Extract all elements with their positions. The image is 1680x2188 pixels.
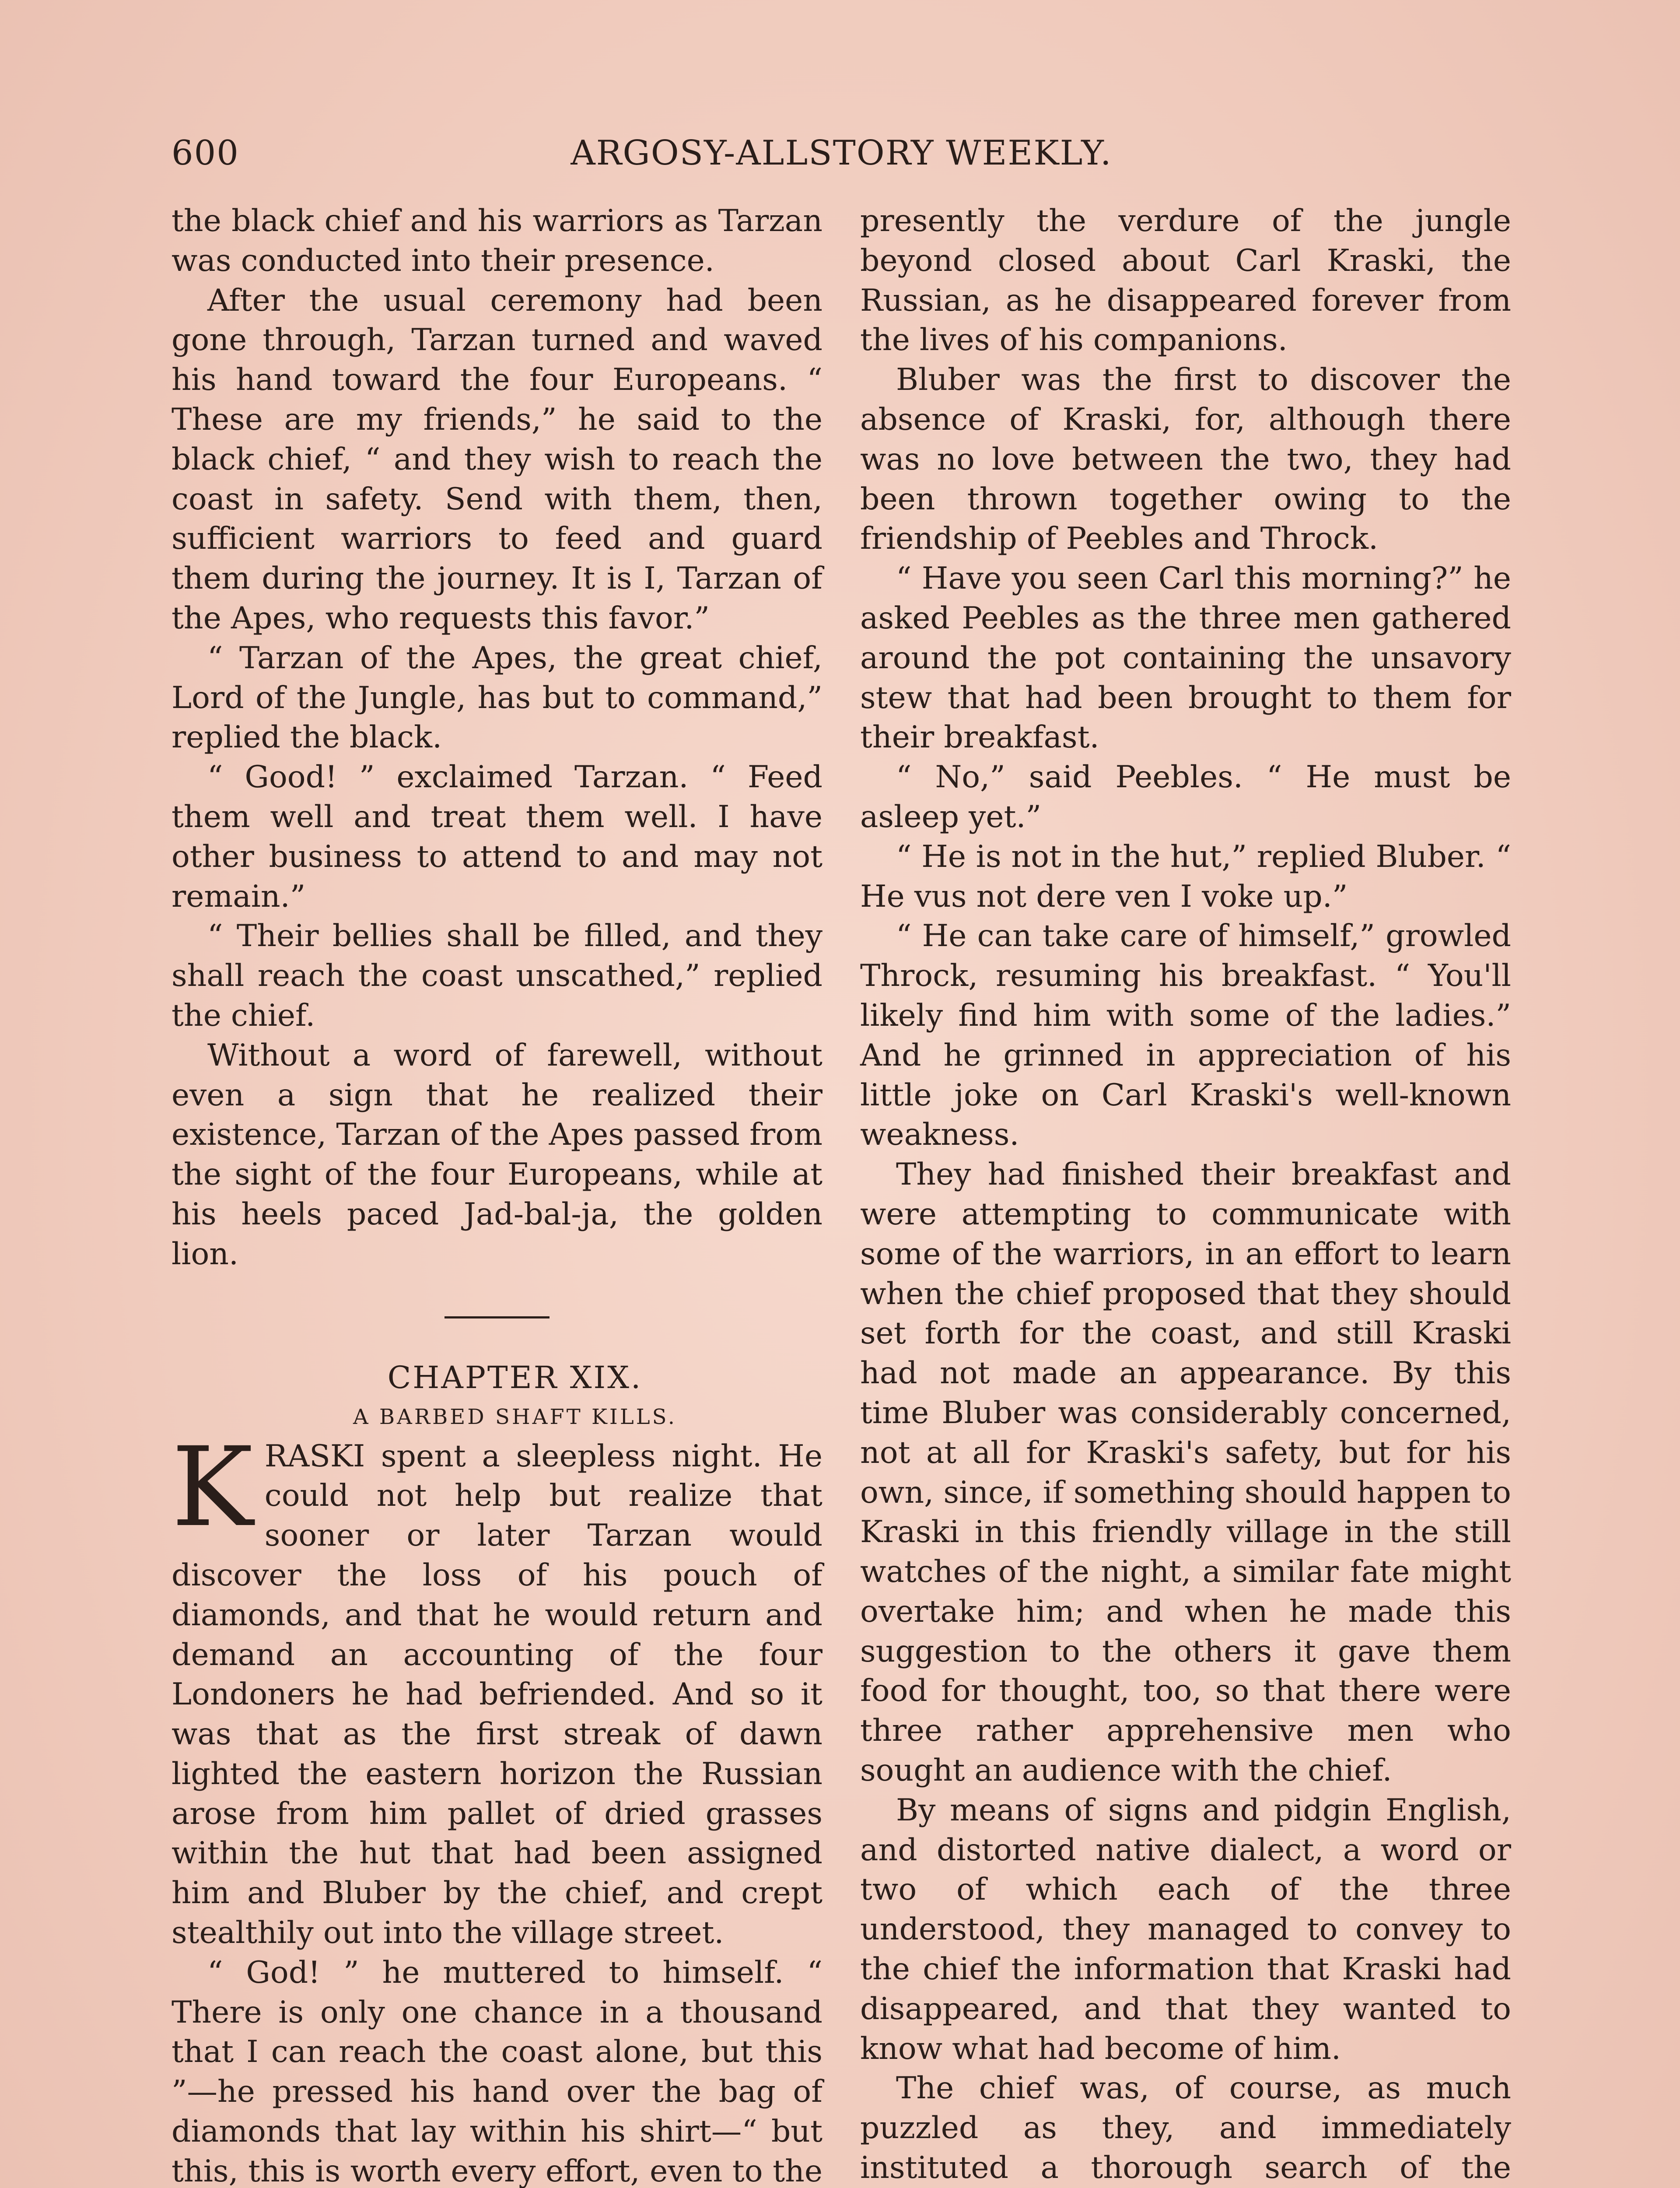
page-header	[172, 127, 1511, 179]
section-divider	[444, 1316, 550, 1318]
running-head: ARGOSY-ALLSTORY WEEKLY.	[570, 133, 1112, 173]
paragraph: “ Tarzan of the Apes, the great chief, Lord of the Jungle, has but to command,” replied the black.	[172, 640, 822, 755]
paragraph: “ No,” said Peebles. “ He must be asleep yet.”	[860, 759, 1511, 835]
paragraph: “ He is not in the hut,” replied Bluber. “ He vus not dere ven I voke up.”	[860, 838, 1511, 914]
right-column	[860, 201, 1511, 2188]
paragraph: the black chief and his warriors as Tarzan was conducted into their presence.	[172, 203, 822, 278]
chapter-subtitle: A BARBED SHAFT KILLS.	[353, 1404, 677, 1429]
paragraph: “ Good! ” exclaimed Tarzan. “ Feed them well and treat them well. I have other business to attend to and may not remain.”	[172, 759, 822, 914]
paragraph: “ Have you seen Carl this morning?” he asked Peebles as the three men gathered around the pot containing the unsavory stew that had been brought to them for their breakfast.	[860, 561, 1511, 755]
paragraph: They had finished their breakfast and were attempting to communicate with some of the warriors, in an effort to learn when the chief proposed that they should set forth for the coast, and still Kraski had not made an appearance. By this time Bluber was considerably concerned, not at all for Kraski's safety, but for his own, since, if something should happen to Kraski in this friendly village in the still watches of the night, a similar fate might overtake him; and when he made this suggestion to the others it gave them food for thought, too, so that there were three rather apprehensive men who sought an audience with the chief.	[860, 1157, 1511, 1788]
paragraph: presently the verdure of the jungle beyond closed about Carl Kraski, the Russian, as he disappeared forever from the lives of his companions.	[860, 203, 1511, 358]
paragraph: “ God! ” he muttered to himself. “ There is only one chance in a thousand that I can reach the coast alone, but this ”—he pressed his hand over the bag of diamonds that lay within his shirt—“ but this, this is worth every effort, even to the	[172, 1954, 822, 2188]
paragraph: After the usual ceremony had been gone through, Tarzan turned and waved his hand toward the four Europeans. “ These are my friends,” he said to the black chief, “ and they wish to reach the coast in safety. Send with them, then, sufficient warriors to feed and guard them during the journey. It is I, Tarzan of the Apes, who requests this favor.”	[172, 282, 822, 636]
drop-cap: K	[172, 1423, 253, 1551]
paragraph: By means of signs and pidgin English, and distorted native dialect, a word or two of which each of the three understood, they managed to convey to the chief the information that Kraski had disappeared, and that they wanted to know what had become of him.	[860, 1792, 1511, 2066]
left-column	[172, 201, 822, 2188]
paragraph: “ He can take care of himself,” growled Throck, resuming his breakfast. “ You'll likely find him with some of the ladies.” And he grinned in appreciation of his little joke on Carl Kraski's well-known weakness.	[860, 918, 1511, 1153]
paragraph: Without a word of farewell, without even a sign that he realized their existence, Tarzan of the Apes passed from the sight of the four Europeans, while at his heels paced Jad-bal-ja, the golden lion.	[172, 1037, 822, 1272]
chapter-title: CHAPTER XIX.	[387, 1359, 643, 1396]
paragraph: “ Their bellies shall be filled, and they shall reach the coast unscathed,” replied the chief.	[172, 918, 822, 1033]
opening-paragraph-text: RASKI spent a sleepless night. He could not help but realize that sooner or later Tarzan would discover the loss of his pouch of diamonds, and that he would return and demand an accounting of the four Londoners he had befriended. And so it was that as the first streak of dawn lighted the eastern horizon the Russian arose from him pallet of dried grasses within the hut that had been assigned him and Bluber by the chief, and crept stealthily out into the village street.	[172, 1438, 822, 1951]
paragraph: Bluber was the first to discover the absence of Kraski, for, although there was no love between the two, they had been thrown together owing to the friendship of Peebles and Throck.	[860, 362, 1511, 557]
paragraph: The chief was, of course, as much puzzled as they, and immediately instituted a thorough search of the	[860, 2070, 1511, 2186]
page-number: 600	[172, 133, 239, 173]
opening-paragraph	[172, 1423, 822, 1953]
